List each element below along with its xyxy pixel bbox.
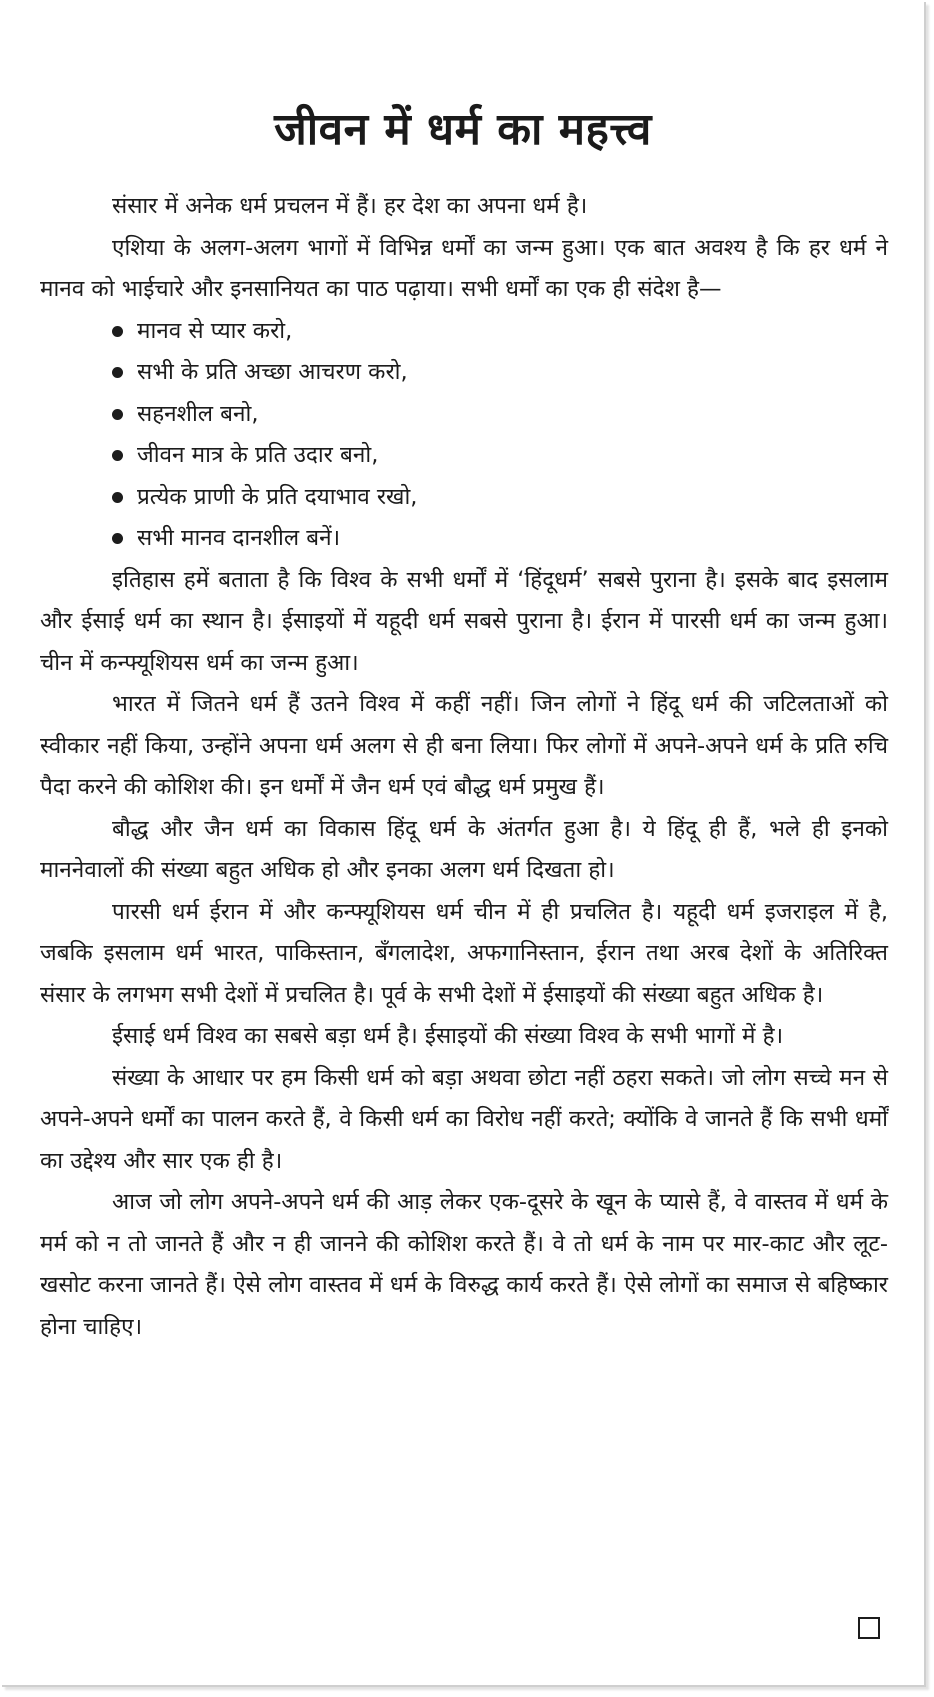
list-item-text: जीवन मात्र के प्रति उदार बनो, (137, 442, 379, 468)
document-page (2, 2, 926, 1687)
bullet-icon (112, 450, 123, 461)
paragraph: संख्या के आधार पर हम किसी धर्म को बड़ा अथवा छोटा नहीं ठहरा सकते। जो लोग सच्चे मन से अपने-अपने धर्मों का पालन करते हैं, वे किसी धर्म का विरोध नहीं करते; क्योंकि वे जानते हैं कि सभी धर्मों का उद्देश्य और सार एक ही है। (40, 1064, 888, 1174)
list-item (112, 352, 888, 394)
paragraph: ईसाई धर्म विश्व का सबसे बड़ा धर्म है। ईसाइयों की संख्या विश्व के सभी भागों में है। (112, 1023, 784, 1049)
paragraph: आज जो लोग अपने-अपने धर्म की आड़ लेकर एक-दूसरे के खून के प्यासे हैं, वे वास्तव में धर्म के मर्म को न तो जानते हैं और न ही जानने की कोशिश करते हैं। वे तो धर्म के नाम पर मार-काट और लूट-खसोट करना जानते हैं। ऐसे लोग वास्तव में धर्म के विरुद्ध कार्य करते हैं। ऐसे लोगों का समाज से बहिष्कार होना चाहिए। (40, 1189, 888, 1340)
page-title: जीवन में धर्म का महत्त्व (274, 104, 652, 155)
paragraph: संसार में अनेक धर्म प्रचलन में हैं। हर देश का अपना धर्म है। (112, 193, 588, 219)
bullet-icon (112, 533, 123, 544)
bullet-icon (112, 409, 123, 420)
list-item (112, 311, 888, 353)
list-item-text: सहनशील बनो, (137, 400, 259, 427)
paragraph: बौद्ध और जैन धर्म का विकास हिंदू धर्म के अंतर्गत हुआ है। ये हिंदू ही हैं, भले ही इनको माननेवालों की संख्या बहुत अधिक हो और इनका अलग धर्म दिखता हो। (40, 815, 888, 883)
list-item (112, 477, 888, 519)
list-item (112, 394, 888, 436)
essay-body (40, 186, 888, 1348)
bullet-icon (112, 367, 123, 378)
list-item-text: सभी के प्रति अच्छा आचरण करो, (137, 359, 408, 385)
message-list (40, 311, 888, 560)
bullet-icon (112, 326, 123, 337)
list-item (112, 435, 888, 477)
paragraph: इतिहास हमें बताता है कि विश्व के सभी धर्मों में ‘हिंदूधर्म’ सबसे पुराना है। इसके बाद इसलाम और ईसाई धर्म का स्थान है। ईसाइयों में यहूदी धर्म सबसे पुराना है। ईरान में पारसी धर्म का जन्म हुआ। चीन में कन्फ्यूशियस धर्म का जन्म हुआ। (40, 566, 888, 676)
paragraph: पारसी धर्म ईरान में और कन्फ्यूशियस धर्म चीन में ही प्रचलित है। यहूदी धर्म इजराइल में है, जबकि इसलाम धर्म भारत, पाकिस्तान, बँगलादेश, अफगानिस्तान, ईरान तथा अरब देशों के अतिरिक्त संसार के लगभग सभी देशों में प्रचलित है। पूर्व के सभी देशों में ईसाइयों की संख्या बहुत अधिक है। (40, 898, 888, 1008)
list-item-text: सभी मानव दानशील बनें। (137, 525, 341, 551)
bullet-icon (112, 492, 123, 503)
list-item (112, 518, 888, 560)
list-item-text: प्रत्येक प्राणी के प्रति दयाभाव रखो, (137, 483, 418, 510)
paragraph: एशिया के अलग-अलग भागों में विभिन्न धर्मों का जन्म हुआ। एक बात अवश्य है कि हर धर्म ने मानव को भाईचारे और इनसानियत का पाठ पढ़ाया। सभी धर्मों का एक ही संदेश है— (40, 234, 888, 302)
paragraph: भारत में जितने धर्म हैं उतने विश्व में कहीं नहीं। जिन लोगों ने हिंदू धर्म की जटिलताओं को स्वीकार नहीं किया, उन्होंने अपना धर्म अलग से ही बना लिया। फिर लोगों में अपने-अपने धर्म के प्रति रुचि पैदा करने की कोशिश की। इन धर्मों में जैन धर्म एवं बौद्ध धर्म प्रमुख हैं। (40, 691, 888, 800)
end-mark-box-icon (858, 1617, 880, 1639)
list-item-text: मानव से प्यार करो, (137, 317, 293, 344)
